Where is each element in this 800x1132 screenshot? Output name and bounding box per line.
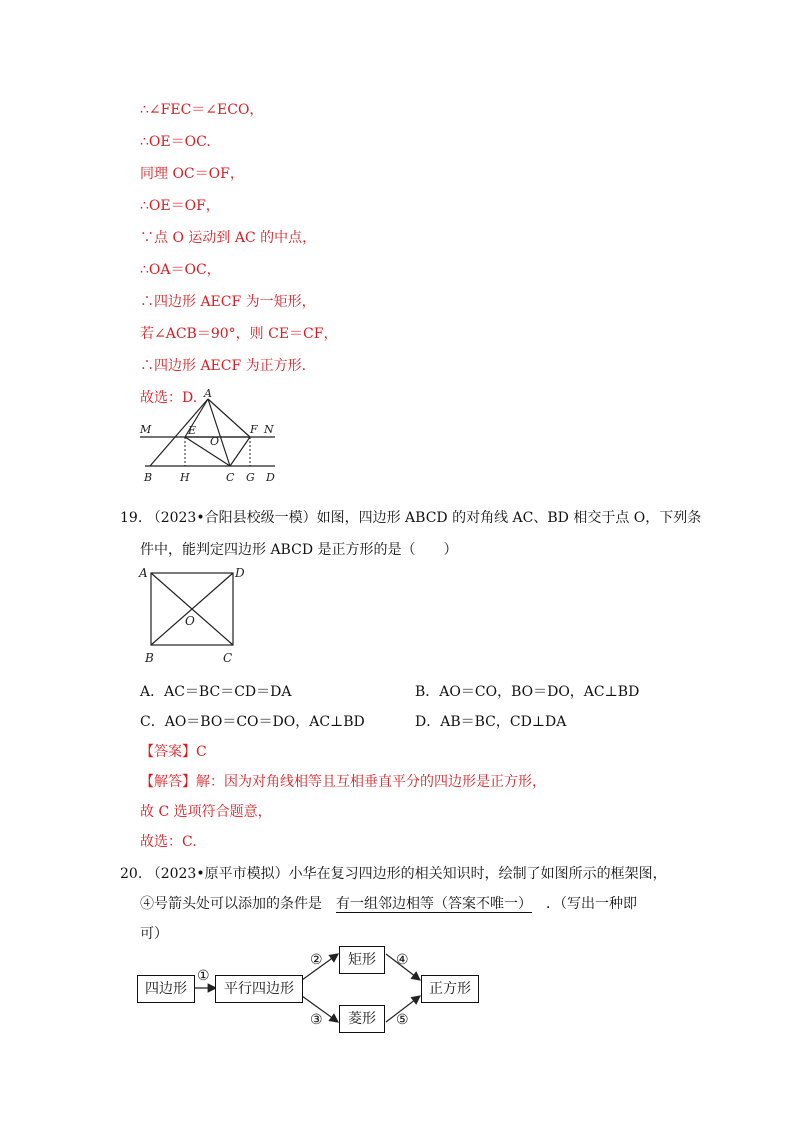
option-b: B．AO＝CO，BO＝DO，AC⊥BD xyxy=(415,684,640,700)
q20-suffix: ．（写出一种即 xyxy=(546,896,637,912)
question-20-line-1: 20. （2023•原平市模拟）小华在复习四边形的相关知识时，绘制了如图所示的框架图， xyxy=(120,866,667,882)
label-h: H xyxy=(180,471,190,484)
solution-line-10: 故选：D. xyxy=(140,390,198,406)
solution-line-3: 同理 OC＝OF， xyxy=(140,166,244,182)
q20-answer-blank: 有一组邻边相等（答案不唯一） xyxy=(336,896,532,912)
label-arrow-3: ③ xyxy=(310,1012,323,1028)
segment-fc xyxy=(230,437,250,466)
label-m: M xyxy=(140,423,152,436)
label-c: C xyxy=(226,471,235,484)
solution-line-1: ∴∠FEC＝∠ECO， xyxy=(140,102,264,118)
box-square: 正方形 xyxy=(421,975,479,1003)
label-e: E xyxy=(188,424,197,437)
solution-line-9: ∴四边形 AECF 为正方形. xyxy=(140,358,307,374)
solution-line-6: ∴OA＝OC， xyxy=(140,262,221,278)
label-arrow-1: ① xyxy=(197,968,210,984)
analysis-19: 【解答】解：因为对角线相等且互相垂直平分的四边形是正方形， xyxy=(140,774,546,790)
label-b: B xyxy=(145,651,154,665)
square-figure xyxy=(135,565,255,667)
label-o: O xyxy=(210,435,220,448)
label-a: A xyxy=(204,387,212,400)
label-c: C xyxy=(223,651,233,665)
box-rhombus: 菱形 xyxy=(339,1005,385,1033)
solution-line-5: ∵点 O 运动到 AC 的中点， xyxy=(140,230,317,246)
solution-line-4: ∴OE＝OF， xyxy=(140,198,220,214)
segment-ec xyxy=(185,437,230,466)
label-arrow-5: ⑤ xyxy=(396,1012,409,1028)
option-c: C．AO＝BO＝CO＝DO，AC⊥BD xyxy=(140,714,365,730)
label-f: F xyxy=(250,423,258,436)
label-arrow-4: ④ xyxy=(396,952,409,968)
option-d: D．AB＝BC，CD⊥DA xyxy=(415,714,567,730)
box-parallelogram: 平行四边形 xyxy=(215,975,303,1003)
question-20-line-3: 可） xyxy=(140,926,168,942)
label-n: N xyxy=(264,423,274,436)
option-a: A．AC＝BC＝CD＝DA xyxy=(140,684,292,700)
label-d: D xyxy=(266,471,275,484)
question-19-line-1: 19. （2023•合阳县校级一模）如图，四边形 ABCD 的对角线 AC、BD 相交于点 O，下列条 xyxy=(120,510,702,526)
choose-19: 故选：C. xyxy=(140,834,197,850)
label-d: D xyxy=(235,566,245,580)
label-o: O xyxy=(185,614,195,628)
q20-prefix: ④号箭头处可以添加的条件是 xyxy=(140,896,322,912)
solution-line-8: 若∠ACB＝90°，则 CE＝CF， xyxy=(140,326,338,342)
box-rectangle: 矩形 xyxy=(339,946,385,974)
label-arrow-2: ② xyxy=(310,952,323,968)
label-b: B xyxy=(144,471,153,484)
label-a: A xyxy=(139,566,148,580)
solution-line-2: ∴OE＝OC. xyxy=(140,134,211,150)
question-20-line-2 xyxy=(140,894,637,914)
analysis-19-line-2: 故 C 选项符合题意， xyxy=(140,804,272,820)
label-g: G xyxy=(246,471,255,484)
solution-line-7: ∴四边形 AECF 为一矩形， xyxy=(140,294,316,310)
question-19-line-2: 件中，能判定四边形 ABCD 是正方形的是（ ） xyxy=(140,542,458,558)
segment-ab xyxy=(150,399,208,466)
box-quadrilateral: 四边形 xyxy=(137,975,195,1003)
answer-19: 【答案】C xyxy=(140,744,207,760)
geometry-figure-1 xyxy=(130,385,290,490)
